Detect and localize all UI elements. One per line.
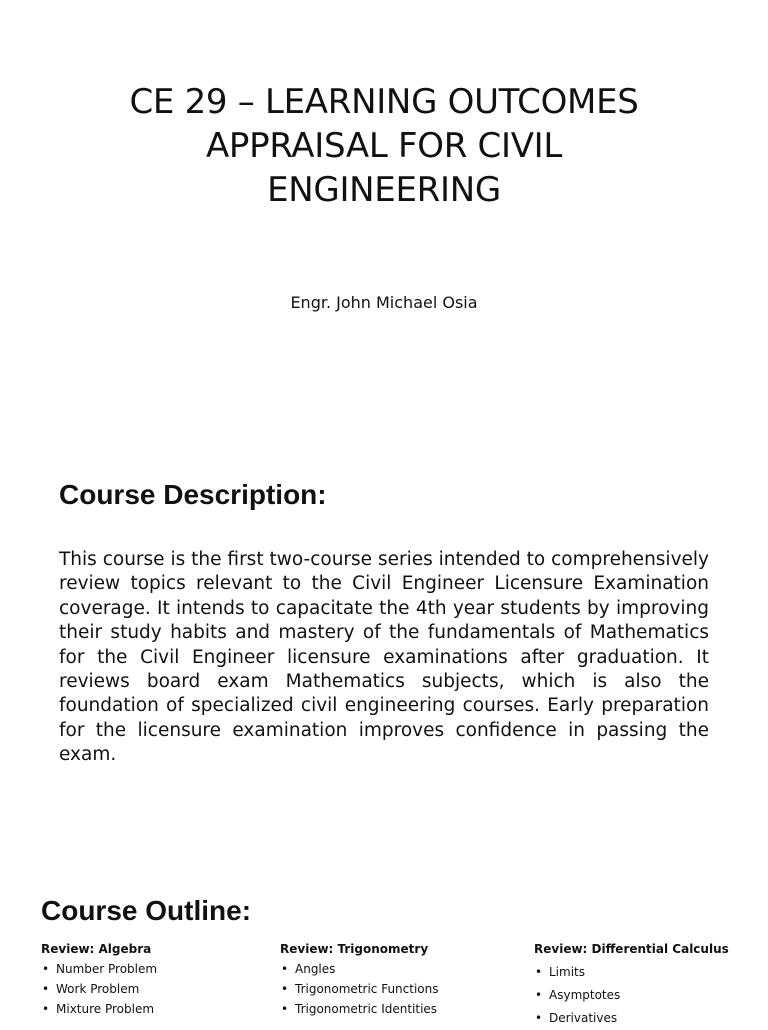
outline-topic: • Trigonometric Functions bbox=[280, 979, 439, 999]
outline-column-heading: Review: Trigonometry bbox=[280, 942, 429, 956]
outline-column-differential-calculus bbox=[534, 942, 729, 1030]
outline-column-algebra bbox=[41, 942, 157, 1019]
outline-column-trigonometry bbox=[280, 942, 439, 1019]
course-title-line: CE 29 – LEARNING OUTCOMES bbox=[129, 82, 639, 122]
description-slide bbox=[0, 445, 768, 815]
outline-topic-list bbox=[534, 961, 729, 1030]
course-description-heading: Course Description: bbox=[59, 479, 327, 510]
outline-topic: • Work Problem bbox=[41, 979, 157, 999]
course-description-text: This course is the first two-course series intended to comprehensively review topics relevant to the Civil Engineer Licensure Examination coverage. It intends to capacitate the 4th year students by improving their study habits and mastery of the fundamentals of Mathematics for the Civil Engineer licensure examinations after graduation. It reviews board exam Mathematics subjects, which is also the foundation of specialized civil engineering courses. Early preparation for the licensure examination improves confidence in passing the exam. bbox=[59, 549, 709, 766]
course-title-line: APPRAISAL FOR CIVIL bbox=[205, 126, 563, 166]
outline-topic: • Angles bbox=[280, 959, 439, 979]
outline-topic: • Mixture Problem bbox=[41, 999, 157, 1019]
course-title-line: ENGINEERING bbox=[267, 170, 501, 210]
outline-topic: • Number Problem bbox=[41, 959, 157, 979]
outline-topic: • Derivatives bbox=[534, 1007, 729, 1030]
author-name: Engr. John Michael Osia bbox=[290, 293, 478, 312]
outline-topic: • Asymptotes bbox=[534, 984, 729, 1007]
outline-topic: • Limits bbox=[534, 961, 729, 984]
title-slide bbox=[0, 0, 768, 384]
outline-topic-list bbox=[41, 959, 157, 1019]
course-title bbox=[0, 80, 768, 212]
outline-slide bbox=[0, 870, 768, 1024]
outline-column-heading: Review: Differential Calculus bbox=[534, 942, 729, 956]
course-outline-heading: Course Outline: bbox=[41, 895, 252, 926]
outline-topic: • Trigonometric Identities bbox=[280, 999, 439, 1019]
outline-topic-list bbox=[280, 959, 439, 1019]
outline-column-heading: Review: Algebra bbox=[41, 942, 152, 956]
